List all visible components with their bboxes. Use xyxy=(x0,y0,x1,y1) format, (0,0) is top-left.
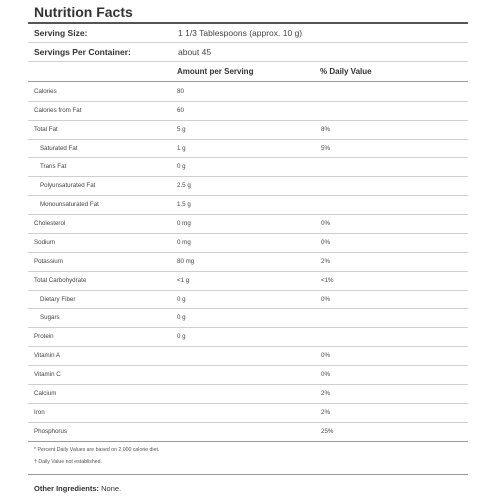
nutrient-name: Dietary Fiber xyxy=(40,295,76,303)
amount-column-header: Amount per Serving xyxy=(177,67,254,76)
nutrient-row xyxy=(28,403,468,422)
nutrient-amount: <1 g xyxy=(177,276,190,284)
other-ingredients xyxy=(34,484,121,493)
nutrient-amount: 0 mg xyxy=(177,220,191,228)
nutrient-amount: 60 xyxy=(177,106,184,114)
nutrient-row xyxy=(28,290,468,309)
nutrient-row xyxy=(28,346,468,365)
nutrient-daily-value: 0% xyxy=(321,220,330,228)
nutrient-name: Total Carbohydrate xyxy=(34,276,87,284)
servings-per-container-value: about 45 xyxy=(178,47,212,57)
nutrient-amount: 0 g xyxy=(177,314,186,322)
nutrient-name: Protein xyxy=(34,333,54,341)
servings-per-container-label: Servings Per Container: xyxy=(34,47,131,57)
divider xyxy=(28,474,468,475)
other-ingredients-value: None. xyxy=(101,484,122,493)
nutrient-row xyxy=(28,176,468,195)
servings-per-container-row xyxy=(28,43,468,61)
footnote: † Daily Value not established. xyxy=(34,459,102,465)
nutrient-daily-value: 2% xyxy=(321,257,330,265)
nutrient-daily-value: 8% xyxy=(321,125,330,133)
nutrition-facts-panel xyxy=(28,0,468,500)
nutrient-name: Potassium xyxy=(34,257,63,265)
nutrient-row xyxy=(28,327,468,346)
nutrient-row xyxy=(28,422,468,441)
nutrient-amount: 0 mg xyxy=(177,238,191,246)
nutrient-row xyxy=(28,214,468,233)
nutrient-row xyxy=(28,82,468,101)
nutrient-amount: 1.5 g xyxy=(177,201,191,209)
footnote: * Percent Daily Values are based on 2,000 calorie diet. xyxy=(34,447,160,453)
nutrient-name: Iron xyxy=(34,408,45,416)
nutrient-name: Polyunsaturated Fat xyxy=(40,182,96,190)
nutrient-daily-value: 25% xyxy=(321,427,334,435)
serving-size-label: Serving Size: xyxy=(34,28,88,38)
nutrient-row xyxy=(28,308,468,327)
nutrient-name: Total Fat xyxy=(34,125,58,133)
panel-title: Nutrition Facts xyxy=(34,4,133,20)
nutrient-row xyxy=(28,384,468,403)
nutrient-row xyxy=(28,120,468,139)
serving-size-value: 1 1/3 Tablespoons (approx. 10 g) xyxy=(178,28,303,38)
nutrient-daily-value: 5% xyxy=(321,144,330,152)
nutrient-name: Sugars xyxy=(40,314,60,322)
nutrient-daily-value: 2% xyxy=(321,408,330,416)
nutrient-row xyxy=(28,101,468,120)
nutrient-amount: 5 g xyxy=(177,125,186,133)
nutrient-name: Calories xyxy=(34,88,57,95)
nutrient-amount: 1 g xyxy=(177,144,186,152)
nutrient-daily-value: 0% xyxy=(321,238,330,246)
nutrient-amount: 0 g xyxy=(177,333,186,341)
nutrient-daily-value: <1% xyxy=(321,276,334,284)
nutrient-row xyxy=(28,233,468,252)
nutrient-name: Cholesterol xyxy=(34,220,66,228)
serving-size-row xyxy=(28,24,468,42)
nutrient-name: Vitamin C xyxy=(34,371,61,379)
nutrient-name: Calories from Fat xyxy=(34,106,82,114)
nutrient-name: Trans Fat xyxy=(40,163,67,171)
nutrient-amount: 0 g xyxy=(177,295,186,303)
nutrient-name: Sodium xyxy=(34,238,55,246)
footnote-divider xyxy=(28,441,468,442)
nutrient-amount: 0 g xyxy=(177,163,186,171)
nutrient-daily-value: 0% xyxy=(321,352,330,360)
daily-value-column-header: % Daily Value xyxy=(320,67,372,76)
nutrient-row xyxy=(28,157,468,176)
nutrient-amount: 2.5 g xyxy=(177,182,191,190)
nutrient-amount: 80 xyxy=(177,88,184,95)
nutrient-name: Vitamin A xyxy=(34,352,61,360)
nutrient-daily-value: 0% xyxy=(321,295,330,303)
divider xyxy=(28,61,468,62)
nutrient-daily-value: 2% xyxy=(321,389,330,397)
nutrient-row xyxy=(28,252,468,271)
nutrient-row xyxy=(28,365,468,384)
nutrient-row xyxy=(28,139,468,158)
nutrient-name: Phosphorus xyxy=(34,427,68,435)
nutrient-name: Calcium xyxy=(34,389,57,397)
nutrient-name: Saturated Fat xyxy=(40,144,78,152)
other-ingredients-label: Other Ingredients: xyxy=(34,484,100,493)
nutrient-row xyxy=(28,271,468,290)
nutrient-daily-value: 0% xyxy=(321,371,330,379)
nutrient-amount: 80 mg xyxy=(177,257,195,265)
nutrient-name: Monounsaturated Fat xyxy=(40,201,99,209)
nutrient-row xyxy=(28,195,468,214)
